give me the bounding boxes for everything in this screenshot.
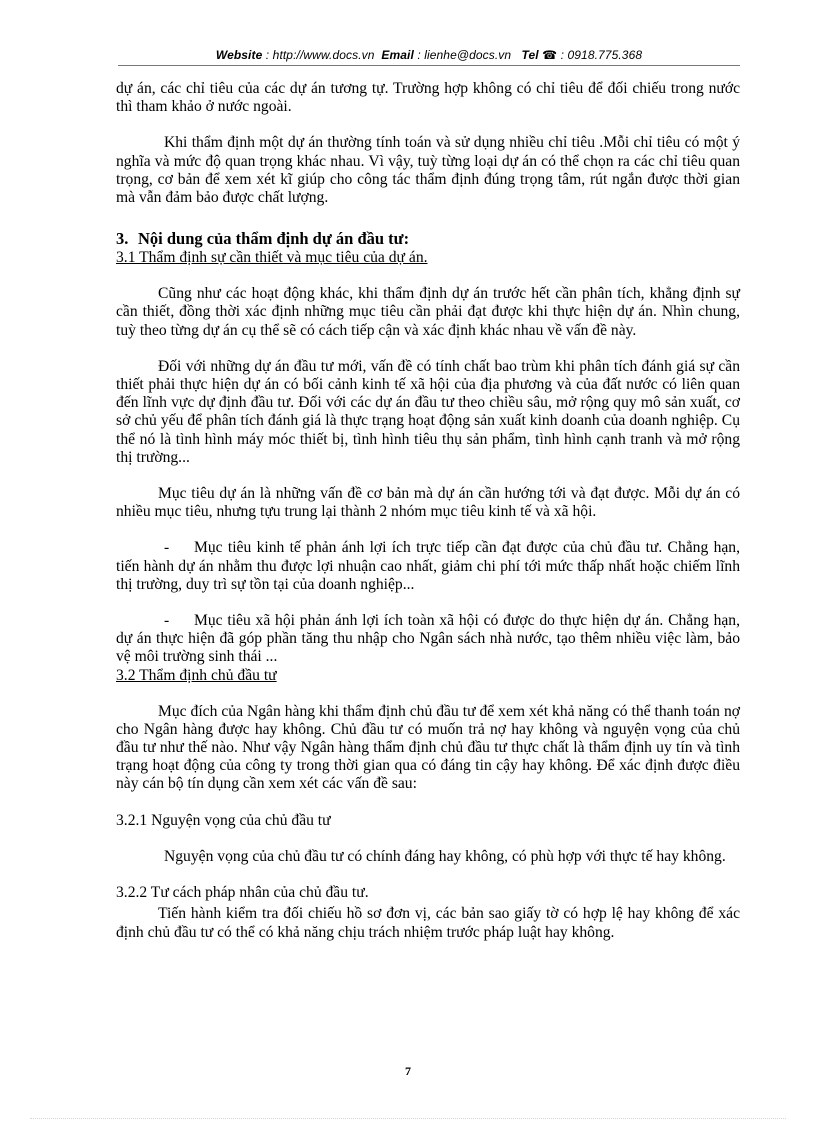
page-bottom-border — [30, 1118, 786, 1119]
bullet-item — [116, 612, 740, 667]
email-label: Email — [381, 48, 414, 62]
paragraph: Mục tiêu dự án là những vấn đề cơ bản mà dự án cần hướng tới và đạt được. Mỗi dự án có nhiều mục tiêu, nhưng tựu trung lại thành 2 nhóm mục tiêu kinh tế và xã hội. — [116, 485, 740, 521]
paragraph: dự án, các chỉ tiêu của các dự án tương tự. Trường hợp không có chỉ tiêu để đối chiếu trong nước thì tham khảo ở nước ngoài. — [116, 80, 740, 116]
bullet-item — [116, 539, 740, 594]
header-divider — [118, 65, 740, 66]
bullet-text: Mục tiêu kinh tế phản ánh lợi ích trực tiếp cần đạt được của chủ đầu tư. Chẳng hạn, tiến hành dự án nhằm thu được lợi nhuận cao nhất, giảm chi phí tới mức thấp nhất hoặc chiếm lĩnh thị trường, duy trì sự tồn tại của doanh nghiệp... — [116, 539, 740, 593]
page-header — [118, 48, 740, 62]
paragraph: Khi thẩm định một dự án thường tính toán và sử dụng nhiều chỉ tiêu .Mỗi chỉ tiêu có một ý nghĩa và mức độ quan trọng khác nhau. Vì vậy, tuỳ từng loại dự án có thể chọn ra các chỉ tiêu quan trọng, cơ bản để xem xét kĩ giúp cho công tác thẩm định đúng trọng tâm, rút ngắn được thời gian mà vẫn đảm bảo được chất lượng. — [116, 134, 740, 207]
page-number: 7 — [405, 1064, 411, 1078]
bullet-dash: - — [164, 612, 170, 630]
tel-label: Tel — [521, 48, 539, 62]
email-value: : lienhe@docs.vn — [417, 48, 512, 62]
website-value: : http://www.docs.vn — [265, 48, 375, 62]
tel-value: : 0918.775.368 — [560, 48, 643, 62]
subsection-heading: 3.1 Thẩm định sự cần thiết và mục tiêu của dự án. — [116, 249, 428, 267]
website-label: Website — [215, 48, 263, 62]
subsubsection-heading: 3.2.1 Nguyện vọng của chủ đầu tư — [116, 811, 331, 829]
subsubsection-heading: 3.2.2 Tư cách pháp nhân của chủ đầu tư. — [116, 884, 369, 902]
paragraph: Đối với những dự án đầu tư mới, vấn đề có tính chất bao trùm khi phân tích đánh giá sự cần thiết phải thực hiện dự án có bối cảnh kinh tế xã hội của địa phương và của đất nước có liên quan đến lĩnh vực dự định đầu tư. Đối với các dự án đầu tư theo chiều sâu, mở rộng quy mô sản xuất, cơ sở chủ yếu để phân tích đánh giá là thực trạng hoạt động sản xuất kinh doanh của doanh nghiệp. Cụ thể nó là tình hình máy móc thiết bị, tình hình tiêu thụ sản phẩm, tình hình cạnh tranh và mở rộng thị trường... — [116, 357, 740, 466]
paragraph: Nguyện vọng của chủ đầu tư có chính đáng hay không, có phù hợp với thực tế hay không. — [164, 847, 726, 865]
section-number: 3. — [116, 229, 129, 249]
subsection-heading: 3.2 Thẩm định chủ đầu tư — [116, 666, 277, 684]
phone-icon: ☎ — [542, 48, 558, 62]
document-body — [116, 80, 740, 942]
paragraph: Mục đích của Ngân hàng khi thẩm định chủ đầu tư để xem xét khả năng có thể thanh toán nợ cho Ngân hàng được hay không. Chủ đầu tư có muốn trả nợ hay không và nguyện vọng của chủ đầu tư như thế nào. Như vậy Ngân hàng thẩm định chủ đầu tư thực chất là thẩm định uy tín và tình trạng hoạt động của công ty trong thời gian qua có đáng tin cậy hay không. Để xác định được điều này cán bộ tín dụng cần xem xét các vấn đề sau: — [116, 702, 740, 793]
section-title: Nội dung của thẩm định dự án đầu tư: — [138, 229, 410, 249]
bullet-dash: - — [164, 539, 170, 557]
paragraph: Tiến hành kiểm tra đối chiếu hồ sơ đơn vị, các bản sao giấy tờ có hợp lệ hay không để xác định chủ đầu tư có thể có khả năng chịu trách nhiệm trước pháp luật hay không. — [116, 905, 740, 941]
section-heading — [116, 229, 740, 249]
paragraph: Cũng như các hoạt động khác, khi thẩm định dự án trước hết cần phân tích, khẳng định sự cần thiết, đồng thời xác định những mục tiêu cần phải đạt được khi thực hiện dự án. Nhìn chung, tuỳ theo từng dự án cụ thể sẽ có cách tiếp cận và xác định khác nhau về vấn đề này. — [116, 285, 740, 339]
bullet-text: Mục tiêu xã hội phản ánh lợi ích toàn xã hội có được do thực hiện dự án. Chẳng hạn, dự án thực hiện đã góp phần tăng thu nhập cho Ngân sách nhà nước, tạo thêm nhiều việc làm, bảo vệ môi trường sinh thái ... — [116, 612, 740, 666]
